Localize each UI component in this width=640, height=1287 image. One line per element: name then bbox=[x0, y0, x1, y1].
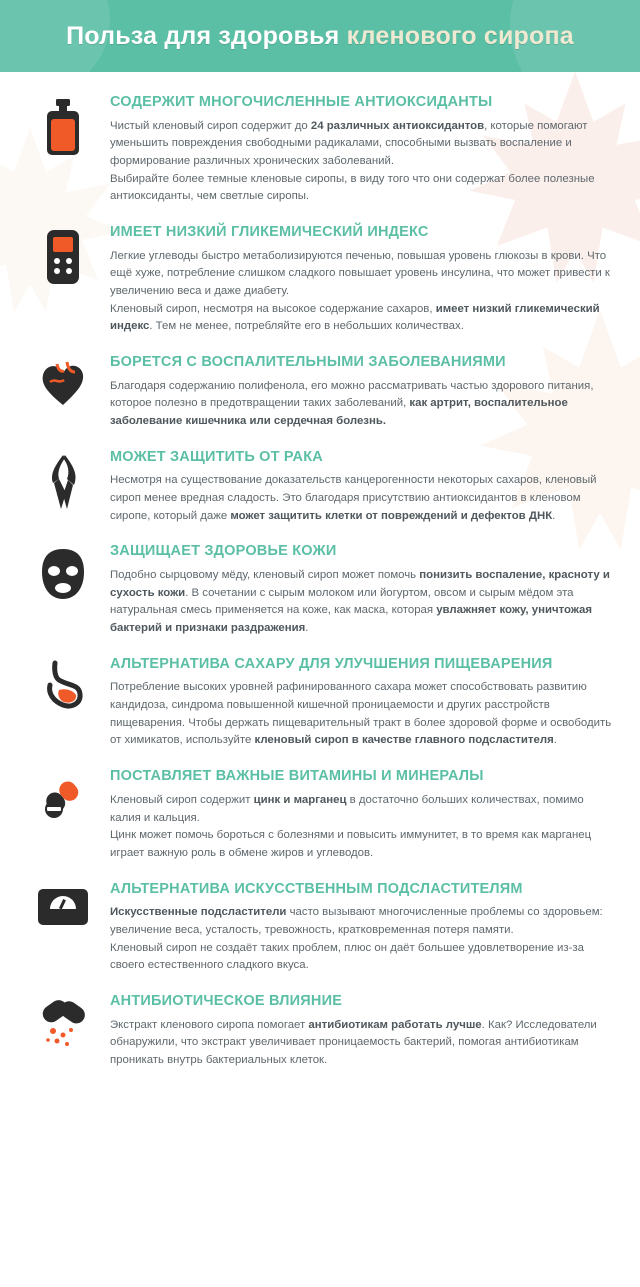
section-body: Искусственные подсластители часто вызывают многочисленные проблемы со здоровьем: увеличение веса, усталость, тревожность, кратковременная потеря памяти. Кленовый сироп не создаёт таких проблем, плюс он даёт большее удовлетворение из-за своего естественного сладкого вкуса. bbox=[110, 906, 603, 972]
heart-icon bbox=[37, 358, 89, 408]
icon-cell bbox=[16, 449, 110, 511]
icon-cell bbox=[16, 224, 110, 286]
section-digestion bbox=[16, 656, 618, 750]
section-title: АЛЬТЕРНАТИВА САХАРУ ДЛЯ УЛУЧШЕНИЯ ПИЩЕВАРЕНИЯ bbox=[110, 655, 553, 672]
section-title: СОДЕРЖИТ МНОГОЧИСЛЕННЫЕ АНТИОКСИДАНТЫ bbox=[110, 94, 493, 110]
section-title: ПОСТАВЛЯЕТ ВАЖНЫЕ ВИТАМИНЫ И МИНЕРАЛЫ bbox=[110, 768, 484, 785]
stomach-icon bbox=[39, 660, 87, 712]
section-cancer-protection bbox=[16, 449, 618, 526]
section-vitamins-minerals bbox=[16, 768, 618, 862]
text-cell bbox=[110, 543, 618, 637]
section-title: АНТИБИОТИЧЕСКОЕ ВЛИЯНИЕ bbox=[110, 992, 343, 1009]
section-body: Благодаря содержанию полифенола, его можно рассматривать частью здорового питания, которое полезно в предотвращении таких заболеваний, как артрит, воспалительное заболевание кишечника или сердечная болезнь. bbox=[110, 379, 594, 428]
text-cell bbox=[110, 993, 618, 1070]
page-title bbox=[66, 22, 574, 51]
section-body: Экстракт кленового сиропа помогает антибиотикам работать лучше. Как? Исследователи обнаружили, что экстракт увеличивает проницаемость бактерий, помогая антибиотикам проникать внутрь бактериальных клеток. bbox=[110, 1018, 597, 1066]
icon-cell bbox=[16, 881, 110, 929]
syrup-bottle-icon bbox=[41, 98, 85, 156]
section-title: АЛЬТЕРНАТИВА ИСКУССТВЕННЫМ ПОДСЛАСТИТЕЛЯМ bbox=[110, 880, 523, 897]
sections-container bbox=[0, 72, 640, 1114]
text-cell bbox=[110, 768, 618, 862]
text-cell bbox=[110, 656, 618, 750]
page-title-part-two: кленового сиропа bbox=[346, 21, 574, 50]
section-skin-health bbox=[16, 543, 618, 637]
icon-cell bbox=[16, 656, 110, 712]
section-body: Подобно сырцовому мёду, кленовый сироп может помочь понизить воспаление, красноту и сухость кожи. В сочетании с сырым молоком или йогуртом, овсом и сырым мёдом эта натуральная смесь применяется на коже, как маска, которая увлажняет кожу, уничтожая бактерий и признаки раздражения. bbox=[110, 569, 610, 635]
section-body: Легкие углеводы быстро метаболизируются печенью, повышая уровень глюкозы в крови. Что ещё хуже, потребление слишком сладкого повышает уровень инсулина, что может привести к увеличению веса и даже диабету. Кленовый сироп, несмотря на высокое содержание сахаров, имеет низкий гликемический индекс. Тем не менее, потребляйте его в небольших количествах. bbox=[110, 249, 610, 333]
section-title: ИМЕЕТ НИЗКИЙ ГЛИКЕМИЧЕСКИЙ ИНДЕКС bbox=[110, 224, 429, 241]
face-mask-icon bbox=[37, 547, 89, 601]
section-inflammation bbox=[16, 354, 618, 431]
header-banner bbox=[0, 0, 640, 72]
awareness-ribbon-icon bbox=[45, 453, 81, 511]
text-cell bbox=[110, 94, 618, 206]
section-antioxidants bbox=[16, 94, 618, 206]
pills-capsule-icon bbox=[39, 772, 87, 820]
icon-cell bbox=[16, 543, 110, 601]
section-title: БОРЕТСЯ С ВОСПАЛИТЕЛЬНЫМИ ЗАБОЛЕВАНИЯМИ bbox=[110, 354, 506, 371]
section-body: Несмотря на существование доказательств канцерогенности некоторых сахаров, кленовый сироп менее вредная сладость. Это благодаря присутствию антиоксидантов в кленовом сиропе, который даже может защитить клетки от повреждений и дефектов ДНК. bbox=[110, 474, 597, 522]
weight-scale-icon bbox=[36, 885, 90, 929]
section-glycemic-index bbox=[16, 224, 618, 336]
icon-cell bbox=[16, 354, 110, 408]
antibiotic-capsules-icon bbox=[37, 997, 89, 1051]
section-body: Потребление высоких уровней рафинированного сахара может способствовать развитию кандидоза, синдрома повышенной кишечной проницаемости и других расстройств пищеварения. Чтобы держать пищеварительный тракт в более здоровой форме и освободить от химикатов, используйте кленовый сироп в качестве главного подсластителя. bbox=[110, 681, 612, 747]
icon-cell bbox=[16, 94, 110, 156]
text-cell bbox=[110, 881, 618, 975]
glucose-meter-icon bbox=[43, 228, 83, 286]
page-title-part-one: Польза для здоровья bbox=[66, 21, 340, 50]
text-cell bbox=[110, 224, 618, 336]
section-antibiotic-effect bbox=[16, 993, 618, 1070]
section-artificial-sweeteners bbox=[16, 881, 618, 975]
text-cell bbox=[110, 449, 618, 526]
section-title: ЗАЩИЩАЕТ ЗДОРОВЬЕ КОЖИ bbox=[110, 543, 337, 560]
section-body: Чистый кленовый сироп содержит до 24 различных антиоксидантов, которые помогают уменьшить повреждения свободными радикалами, способными вызвать воспаление и формирование различных хронических заболеваний. Выбирайте более темные кленовые сиропы, в виду того что они содержат более полезные антиоксиданты, чем светлые сиропы. bbox=[110, 119, 595, 203]
section-body: Кленовый сироп содержит цинк и марганец в достаточно больших количествах, помимо калия и кальция. Цинк может помочь бороться с болезнями и повысить иммунитет, в то время как марганец играет важную роль в обмене жиров и углеводов. bbox=[110, 793, 592, 859]
section-title: МОЖЕТ ЗАЩИТИТЬ ОТ РАКА bbox=[110, 448, 323, 465]
icon-cell bbox=[16, 768, 110, 820]
icon-cell bbox=[16, 993, 110, 1051]
text-cell bbox=[110, 354, 618, 431]
